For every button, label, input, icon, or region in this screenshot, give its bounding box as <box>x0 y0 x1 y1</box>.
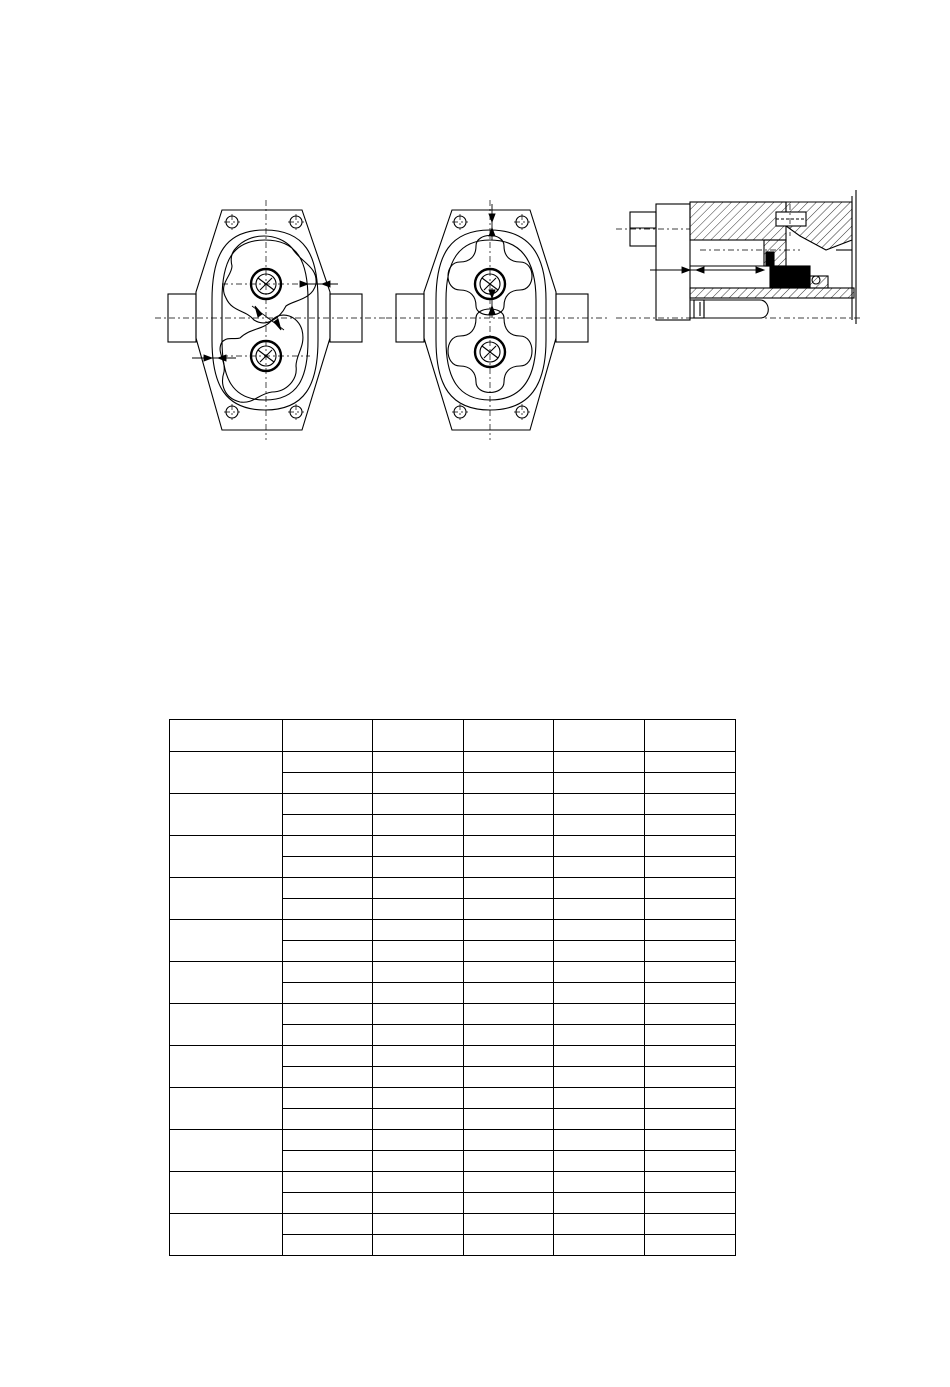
table-cell <box>283 878 373 899</box>
table-cell <box>373 1025 464 1046</box>
table-cell <box>283 1235 373 1256</box>
table-cell <box>645 752 736 773</box>
table-cell <box>283 836 373 857</box>
table-row <box>170 794 736 815</box>
rotor-lower <box>220 315 303 402</box>
table-cell <box>645 1004 736 1025</box>
table-header-cell <box>645 720 736 752</box>
table-cell <box>554 899 645 920</box>
specification-table <box>169 719 736 1256</box>
table-cell <box>645 1025 736 1046</box>
table-row <box>170 1088 736 1109</box>
table-cell <box>554 815 645 836</box>
table-cell <box>464 857 554 878</box>
table-cell <box>554 920 645 941</box>
table-cell <box>464 899 554 920</box>
table-cell <box>464 1046 554 1067</box>
table-cell <box>645 899 736 920</box>
table-cell <box>554 773 645 794</box>
table-cell <box>464 1130 554 1151</box>
shaft-sleeve <box>690 288 854 298</box>
chamber-outline <box>436 230 546 410</box>
table-cell <box>373 1109 464 1130</box>
casing-outline <box>196 210 330 430</box>
group-label-cell <box>170 794 283 836</box>
table-cell <box>554 1025 645 1046</box>
table-cell <box>554 983 645 1004</box>
table-cell <box>645 962 736 983</box>
table-cell <box>464 1151 554 1172</box>
table-cell <box>645 1193 736 1214</box>
table-cell <box>645 1109 736 1130</box>
table-cell <box>554 1109 645 1130</box>
pump-casing-rotors-aligned-drawing <box>386 198 612 443</box>
table-cell <box>373 752 464 773</box>
table-cell <box>283 1004 373 1025</box>
group-label-cell <box>170 1046 283 1088</box>
table-cell <box>464 773 554 794</box>
table-row <box>170 920 736 941</box>
table-row <box>170 1130 736 1151</box>
group-label-cell <box>170 878 283 920</box>
table-cell <box>645 773 736 794</box>
table-cell <box>464 1172 554 1193</box>
table-header-cell <box>283 720 373 752</box>
table-cell <box>373 899 464 920</box>
table-cell <box>645 794 736 815</box>
table-row <box>170 1046 736 1067</box>
table-cell <box>554 836 645 857</box>
pump-casing-rotors-meshed-drawing <box>150 198 390 443</box>
table-row <box>170 1214 736 1235</box>
table-cell <box>464 1109 554 1130</box>
chamber-outline <box>212 230 318 410</box>
table-cell <box>554 794 645 815</box>
table-cell <box>373 1151 464 1172</box>
cover-plate <box>656 204 690 320</box>
table-cell <box>283 815 373 836</box>
table-cell <box>645 836 736 857</box>
table-cell <box>283 1193 373 1214</box>
table-cell <box>283 1214 373 1235</box>
table-cell <box>554 878 645 899</box>
table-cell <box>373 1193 464 1214</box>
table-cell <box>373 1130 464 1151</box>
table-cell <box>373 878 464 899</box>
table-cell <box>645 857 736 878</box>
table-header-cell <box>170 720 283 752</box>
table-cell <box>554 1235 645 1256</box>
table-cell <box>554 1193 645 1214</box>
pump-shaft-seal-section-drawing <box>612 190 862 324</box>
table-cell <box>283 773 373 794</box>
seal-package <box>770 266 810 288</box>
table-cell <box>373 983 464 1004</box>
table-cell <box>554 1151 645 1172</box>
table-cell <box>373 857 464 878</box>
table-cell <box>645 1214 736 1235</box>
table-cell <box>373 1172 464 1193</box>
table-cell <box>645 1235 736 1256</box>
table-cell <box>645 983 736 1004</box>
table-cell <box>464 983 554 1004</box>
table-cell <box>464 941 554 962</box>
table-cell <box>554 752 645 773</box>
table-cell <box>645 1046 736 1067</box>
table-cell <box>283 899 373 920</box>
table-cell <box>283 1046 373 1067</box>
table-row <box>170 836 736 857</box>
table-cell <box>283 1109 373 1130</box>
table-cell <box>373 1067 464 1088</box>
group-label-cell <box>170 1130 283 1172</box>
group-label-cell <box>170 836 283 878</box>
table-cell <box>373 1046 464 1067</box>
table-cell <box>645 1067 736 1088</box>
table-cell <box>373 836 464 857</box>
group-label-cell <box>170 752 283 794</box>
table-cell <box>554 941 645 962</box>
group-label-cell <box>170 1214 283 1256</box>
table-cell <box>283 1151 373 1172</box>
table-cell <box>464 1088 554 1109</box>
table-cell <box>464 920 554 941</box>
table-row <box>170 752 736 773</box>
table-cell <box>283 752 373 773</box>
table-cell <box>283 1172 373 1193</box>
group-label-cell <box>170 1172 283 1214</box>
table-cell <box>645 1088 736 1109</box>
table-cell <box>554 1046 645 1067</box>
table-cell <box>554 962 645 983</box>
table-cell <box>373 1214 464 1235</box>
table-cell <box>373 941 464 962</box>
table-cell <box>283 920 373 941</box>
table-cell <box>283 941 373 962</box>
table-cell <box>645 941 736 962</box>
table-cell <box>283 962 373 983</box>
table-cell <box>464 836 554 857</box>
table-header-cell <box>464 720 554 752</box>
table-cell <box>283 794 373 815</box>
table-cell <box>373 773 464 794</box>
table-cell <box>464 752 554 773</box>
table-cell <box>645 1130 736 1151</box>
group-label-cell <box>170 1088 283 1130</box>
table-cell <box>373 794 464 815</box>
table-row <box>170 1172 736 1193</box>
table-cell <box>464 1067 554 1088</box>
table-cell <box>645 815 736 836</box>
table-cell <box>554 1172 645 1193</box>
housing-hatched <box>690 202 786 240</box>
table-header-cell <box>554 720 645 752</box>
table-cell <box>554 1214 645 1235</box>
table-header-cell <box>373 720 464 752</box>
table-cell <box>554 1067 645 1088</box>
table-cell <box>645 1172 736 1193</box>
group-label-cell <box>170 920 283 962</box>
table-cell <box>464 1025 554 1046</box>
table-row <box>170 878 736 899</box>
group-label-cell <box>170 1004 283 1046</box>
table-cell <box>464 1004 554 1025</box>
table-cell <box>373 1004 464 1025</box>
table-cell <box>283 857 373 878</box>
table-cell <box>283 1088 373 1109</box>
table-row <box>170 1004 736 1025</box>
table-cell <box>645 878 736 899</box>
table-cell <box>464 962 554 983</box>
table-cell <box>464 1235 554 1256</box>
table-row <box>170 962 736 983</box>
table-cell <box>464 1193 554 1214</box>
table-cell <box>464 878 554 899</box>
table-cell <box>464 794 554 815</box>
table-cell <box>554 1004 645 1025</box>
table-cell <box>283 1067 373 1088</box>
table-cell <box>464 1214 554 1235</box>
table-cell <box>554 857 645 878</box>
table-cell <box>554 1088 645 1109</box>
table-header-row <box>170 720 736 752</box>
table-cell <box>283 1025 373 1046</box>
table-cell <box>373 1088 464 1109</box>
group-label-cell <box>170 962 283 1004</box>
table-cell <box>373 920 464 941</box>
table-cell <box>373 962 464 983</box>
table-cell <box>283 1130 373 1151</box>
table-cell <box>283 983 373 1004</box>
table-cell <box>554 1130 645 1151</box>
table-cell <box>645 1151 736 1172</box>
table-cell <box>373 1235 464 1256</box>
table-cell <box>645 920 736 941</box>
table-cell <box>373 815 464 836</box>
table-cell <box>464 815 554 836</box>
